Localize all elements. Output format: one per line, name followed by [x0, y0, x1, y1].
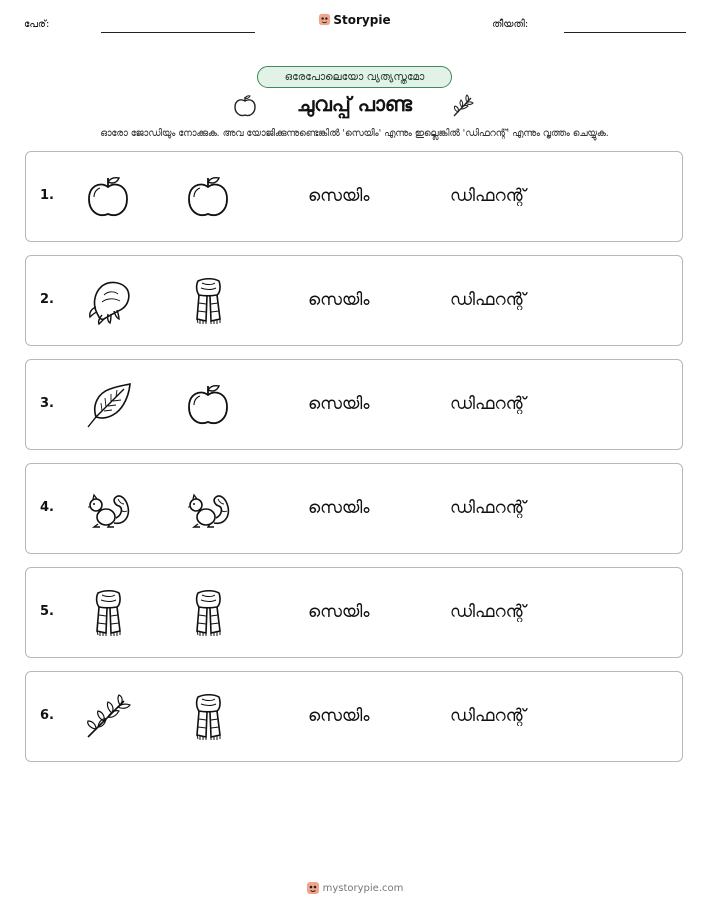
scarf-icon: [184, 277, 232, 325]
claw-icon: [84, 277, 132, 325]
same-option[interactable]: സെയിം: [308, 706, 370, 726]
apple-icon: [184, 173, 232, 221]
storypie-logo-icon: [318, 13, 331, 26]
question-number: 5.: [40, 604, 54, 619]
scarf-icon: [84, 589, 132, 637]
squirrel-icon: [184, 485, 232, 533]
worksheet-type-badge: ഒരേപോലെയോ വ്യത്യസ്തമോ: [257, 66, 452, 88]
question-number: 2.: [40, 292, 54, 307]
footer-site[interactable]: mystorypie.com: [322, 883, 404, 894]
date-line[interactable]: [564, 32, 686, 33]
same-option[interactable]: സെയിം: [308, 602, 370, 622]
apple-icon: [84, 173, 132, 221]
question-row: [25, 671, 683, 762]
same-option[interactable]: സെയിം: [308, 186, 370, 206]
same-option[interactable]: സെയിം: [308, 498, 370, 518]
scarf-icon: [184, 693, 232, 741]
brand-logo: [0, 13, 709, 27]
different-option[interactable]: ഡിഫറന്റ്: [450, 394, 526, 414]
date-label: തീയതി:: [492, 19, 529, 30]
leaf-icon: [84, 381, 132, 429]
question-number: 4.: [40, 500, 54, 515]
different-option[interactable]: ഡിഫറന്റ്: [450, 186, 526, 206]
brand-name: Storypie: [333, 13, 391, 27]
apple-icon: [184, 381, 232, 429]
question-row: [25, 359, 683, 450]
name-line[interactable]: [101, 32, 255, 33]
same-option[interactable]: സെയിം: [308, 290, 370, 310]
branch-icon: [84, 693, 132, 741]
question-row: [25, 463, 683, 554]
different-option[interactable]: ഡിഫറന്റ്: [450, 706, 526, 726]
same-option[interactable]: സെയിം: [308, 394, 370, 414]
scarf-icon: [184, 589, 232, 637]
question-number: 6.: [40, 708, 54, 723]
question-number: 3.: [40, 396, 54, 411]
instructions: ഓരോ ജോഡിയും നോക്കുക. അവ യോജിക്കുന്നുണ്ടെങ്കിൽ 'സെയിം' എന്നും ഇല്ലെങ്കിൽ 'ഡിഫറന്റ്' എന്നും വൃത്തം ചെയ്യുക.: [100, 128, 609, 139]
branch-icon: [450, 93, 476, 119]
question-row: [25, 255, 683, 346]
different-option[interactable]: ഡിഫറന്റ്: [450, 602, 526, 622]
question-row: [25, 151, 683, 242]
squirrel-icon: [84, 485, 132, 533]
different-option[interactable]: ഡിഫറന്റ്: [450, 290, 526, 310]
page-title: ചുവപ്പ് പാണ്ട: [296, 92, 413, 116]
footer: [0, 881, 709, 895]
name-label: പേര്:: [24, 19, 50, 30]
question-number: 1.: [40, 188, 54, 203]
question-row: [25, 567, 683, 658]
storypie-logo-icon: [306, 881, 320, 895]
different-option[interactable]: ഡിഫറന്റ്: [450, 498, 526, 518]
